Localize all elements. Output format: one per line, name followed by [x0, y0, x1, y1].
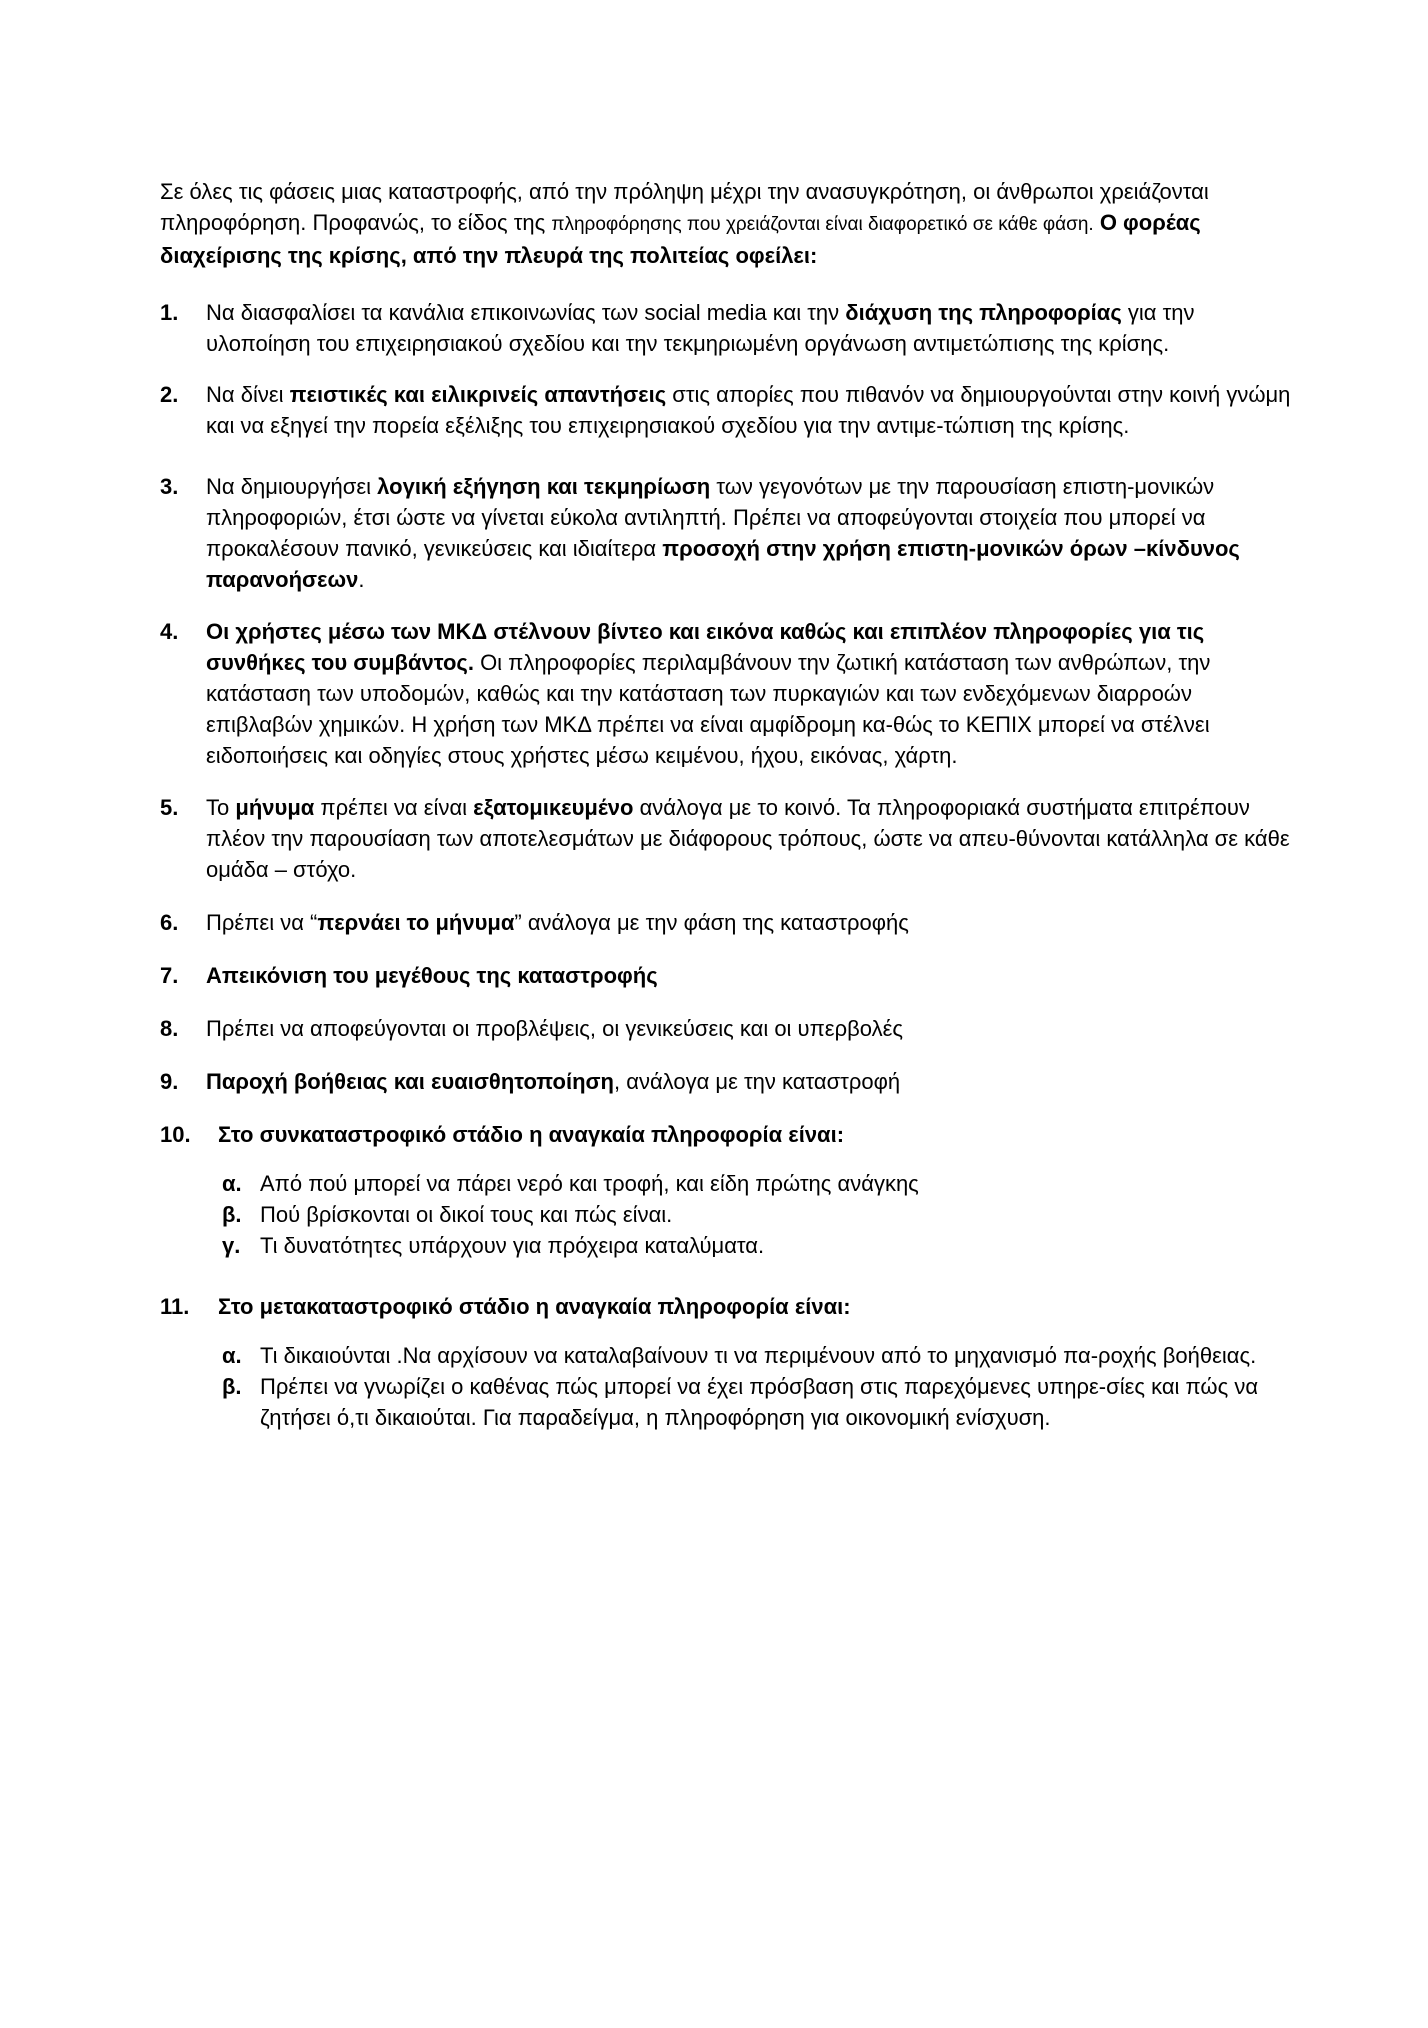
item-number: 4.	[160, 619, 179, 644]
sub-item-letter: α.	[222, 1171, 242, 1196]
intro-bold-text: Ο φορέας διαχείρισης της κρίσης, από την πλευρά της πολιτείας οφείλει:	[160, 210, 1201, 268]
item-bold-text: εξατομικευμένο	[473, 795, 634, 820]
list-item-6	[160, 907, 1300, 938]
sub-item-letter: γ.	[222, 1233, 241, 1258]
item-text: Να δημιουργήσει	[206, 474, 378, 499]
item-bold-text: περνάει το μήνυμα	[317, 910, 515, 935]
item-text: των γεγονότων με την παρουσίαση επιστη-μονικών πληροφοριών, έτσι ώστε να γίνεται εύκολα αντιληπτή. Πρέπει να αποφεύγονται στοιχεία που μπορεί να προκαλέσουν πανικό, γενικεύσεις και ιδιαίτερα	[206, 474, 1215, 561]
item-number: 1.	[160, 300, 179, 325]
sub-item-text: Τι δυνατότητες υπάρχουν για πρόχειρα καταλύματα.	[260, 1233, 765, 1258]
sub-item-text: Πρέπει να γνωρίζει ο καθένας πώς μπορεί να έχει πρόσβαση στις παρεχόμενες υπηρε-σίες και πώς να ζητήσει ό,τι δικαιούται. Για παραδείγμα, η πληροφόρηση για οικονομική ενίσχυση.	[260, 1374, 1259, 1430]
sub-item	[160, 1199, 1300, 1230]
sub-item-letter: β.	[222, 1374, 242, 1399]
item-number: 9.	[160, 1069, 179, 1094]
item-text: Το	[206, 795, 236, 820]
item-text: στις απορίες που πιθανόν να δημιουργούνται στην κοινή γνώμη και να εξηγεί την πορεία εξέλιξης του επιχειρησιακού σχεδίου για την αντιμε-τώπιση της κρίσης.	[206, 382, 1291, 438]
item-text: ανάλογα με το κοινό. Τα πληροφοριακά συστήματα επιτρέπουν πλέον την παρουσίαση των αποτελεσμάτων με διάφορους τρόπους, ώστε να απευ-θύνονται κατάλληλα σε κάθε ομάδα – στόχο.	[206, 795, 1290, 882]
item-bold-text: πειστικές και ειλικρινείς απαντήσεις	[289, 382, 667, 407]
sub-item-text: Τι δικαιούνται .Να αρχίσουν να καταλαβαίνουν τι να περιμένουν από το μηχανισμό πα-ροχής βοήθειας.	[260, 1343, 1257, 1368]
list-item-5	[160, 792, 1300, 885]
item-text: Να δίνει	[206, 382, 290, 407]
list-item-2	[160, 379, 1300, 441]
list-item-7	[160, 960, 1300, 991]
list-item-10	[160, 1119, 1300, 1150]
item-number: 3.	[160, 474, 179, 499]
item-text: Πρέπει να “	[206, 910, 318, 935]
intro-paragraph	[160, 176, 1300, 271]
list-item-11	[160, 1291, 1300, 1322]
item-bold-text: λογική εξήγηση και τεκμηρίωση	[377, 474, 711, 499]
item-bold-text: μήνυμα	[235, 795, 315, 820]
sub-item-letter: α.	[222, 1343, 242, 1368]
sub-item-text: Από πού μπορεί να πάρει νερό και τροφή, και είδη πρώτης ανάγκης	[260, 1171, 919, 1196]
item-bold-text: Παροχή βοήθειας και ευαισθητοποίηση	[206, 1069, 614, 1094]
item-text: ” ανάλογα με την φάση της καταστροφής	[514, 910, 909, 935]
item-text: Να διασφαλίσει τα κανάλια επικοινωνίας των social media και την	[206, 300, 846, 325]
item-bold-text: Στο συνκαταστροφικό στάδιο η αναγκαία πληροφορία είναι:	[218, 1122, 845, 1147]
item-text: για την υλοποίηση του επιχειρησιακού σχεδίου και την τεκμηριωμένη οργάνωση αντιμετώπισης της κρίσης.	[206, 300, 1195, 356]
sub-item-letter: β.	[222, 1202, 242, 1227]
sub-item	[160, 1340, 1300, 1371]
sub-list-10	[160, 1168, 1300, 1261]
item-number: 5.	[160, 795, 179, 820]
item-number: 2.	[160, 382, 179, 407]
list-item-4	[160, 616, 1300, 771]
item-text: , ανάλογα με την καταστροφή	[614, 1069, 901, 1094]
item-bold-text: Οι χρήστες μέσω των ΜΚΔ στέλνουν βίντεο και εικόνα καθώς και επιπλέον πληροφορίες για τις συνθήκες του συμβάντος.	[206, 619, 1205, 675]
item-text: Οι πληροφορίες περιλαμβάνουν την ζωτική κατάσταση των ανθρώπων, την κατάσταση των υποδομών, καθώς και την κατάσταση των πυρκαγιών και των ενδεχόμενων διαρροών επιβλαβών χημικών. Η χρήση των ΜΚΔ πρέπει να είναι αμφίδρομη κα-θώς το ΚΕΠΙΧ μπορεί να στέλνει ειδοποιήσεις και οδηγίες στους χρήστες μέσω κειμένου, ήχου, εικόνας, χάρτη.	[206, 650, 1211, 768]
item-bold-text: Απεικόνιση του μεγέθους της καταστροφής	[206, 963, 658, 988]
list-item-9	[160, 1066, 1300, 1097]
sub-item	[160, 1230, 1300, 1261]
item-number: 11.	[160, 1294, 190, 1319]
item-text: .	[358, 567, 365, 592]
item-bold-text: Στο μετακαταστροφικό στάδιο η αναγκαία πληροφορία είναι:	[218, 1294, 851, 1319]
item-text: πρέπει να είναι	[314, 795, 474, 820]
list-item-8	[160, 1013, 1300, 1044]
item-text: Πρέπει να αποφεύγονται οι προβλέψεις, οι γενικεύσεις και οι υπερβολές	[206, 1016, 903, 1041]
intro-text: Σε όλες τις φάσεις μιας καταστροφής, από την πρόληψη μέχρι την ανασυγκρότηση, οι άνθρωποι χρειάζονται πληροφόρηση. Προφανώς, το είδος της	[160, 179, 1209, 235]
sub-list-11	[160, 1340, 1300, 1433]
sub-item	[160, 1371, 1300, 1433]
item-number: 6.	[160, 910, 179, 935]
list-item-1	[160, 297, 1300, 359]
document-page	[160, 176, 1300, 1433]
sub-item-text: Πού βρίσκονται οι δικοί τους και πώς είναι.	[260, 1202, 673, 1227]
intro-text-small: πληροφόρησης που χρειάζονται είναι διαφορετικό σε κάθε φάση.	[551, 214, 1094, 235]
item-number: 7.	[160, 963, 179, 988]
sub-item	[160, 1168, 1300, 1199]
item-bold-text: προσοχή στην χρήση επιστη-μονικών όρων –κίνδυνος παρανοήσεων	[206, 536, 1240, 592]
item-number: 10.	[160, 1122, 191, 1147]
item-number: 8.	[160, 1016, 179, 1041]
item-bold-text: διάχυση της πληροφορίας	[845, 300, 1122, 325]
list-item-3	[160, 471, 1300, 595]
